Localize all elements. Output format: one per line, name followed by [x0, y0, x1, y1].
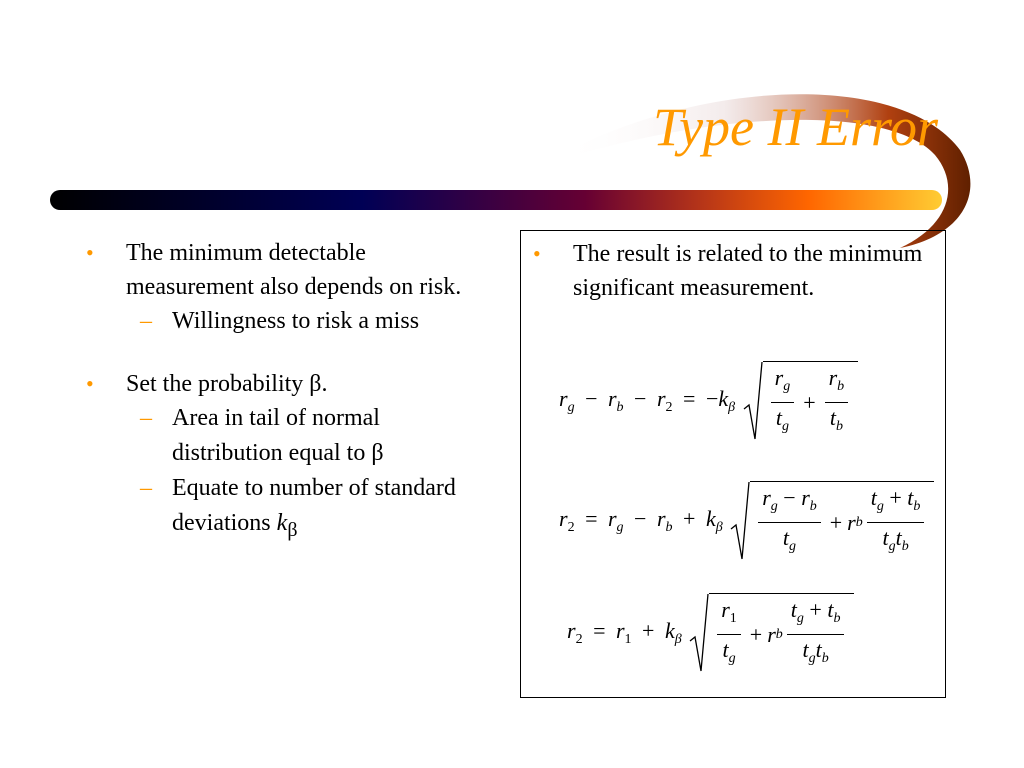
beta-subscript: β: [287, 518, 298, 541]
square-root: $\frac{r_g}{t_g}$ + $\frac{r_b}{t_b}$: [743, 361, 859, 441]
dash-icon: –: [140, 475, 152, 501]
bullet-text: Set the probability β.: [126, 371, 328, 397]
equation-3: $r_2 = r_1 + k_\beta$ $\frac{r_1}{t_g}$ + r b $\frac{t_g + t_b}{t_gt_b}$: [567, 593, 854, 673]
left-content: [86, 236, 486, 548]
bullet-dot-icon: •: [86, 371, 94, 396]
square-root: $\frac{r_1}{t_g}$ + r b $\frac{t_g + t_b}{t_gt_b}$: [689, 593, 854, 673]
dash-icon: –: [140, 405, 152, 431]
equation-1: $r_g - r_b - r_2 = -k_\beta$ $\frac{r_g}{t_g}$ + $\frac{r_b}{t_b}$: [559, 361, 858, 441]
slide-title: Type II Error: [653, 97, 938, 157]
bullet-item: [86, 367, 486, 401]
equation-box: [520, 230, 946, 698]
equation-2: $r_2 = r_g - r_b + k_\beta$ $\frac{r_g - r_b}{t_g}$ + r b $\frac{t_g + t_b}{t_gt_b}$: [559, 481, 934, 561]
sub-bullet-item: [86, 401, 486, 471]
bullet-dot-icon: •: [533, 241, 541, 266]
bullet-dot-icon: •: [86, 240, 94, 265]
bullet-item: [86, 236, 486, 304]
dash-icon: –: [140, 308, 152, 334]
bullet-text: The minimum detectable measurement also depends on risk.: [126, 240, 462, 300]
bullet-text: The result is related to the minimum significant measurement.: [573, 241, 923, 301]
sub-bullet-text: Willingness to risk a miss: [172, 308, 420, 334]
sub-bullet-text: Equate to number of standard deviations: [172, 475, 456, 536]
sub-bullet-text: Area in tail of normal distribution equal to β: [172, 405, 384, 466]
bullet-item: [533, 237, 943, 305]
sub-bullet-item: [86, 471, 486, 548]
sub-bullet-item: [86, 304, 486, 339]
square-root: $\frac{r_g - r_b}{t_g}$ + r b $\frac{t_g + t_b}{t_gt_b}$: [730, 481, 934, 561]
k-symbol: k: [276, 510, 288, 536]
